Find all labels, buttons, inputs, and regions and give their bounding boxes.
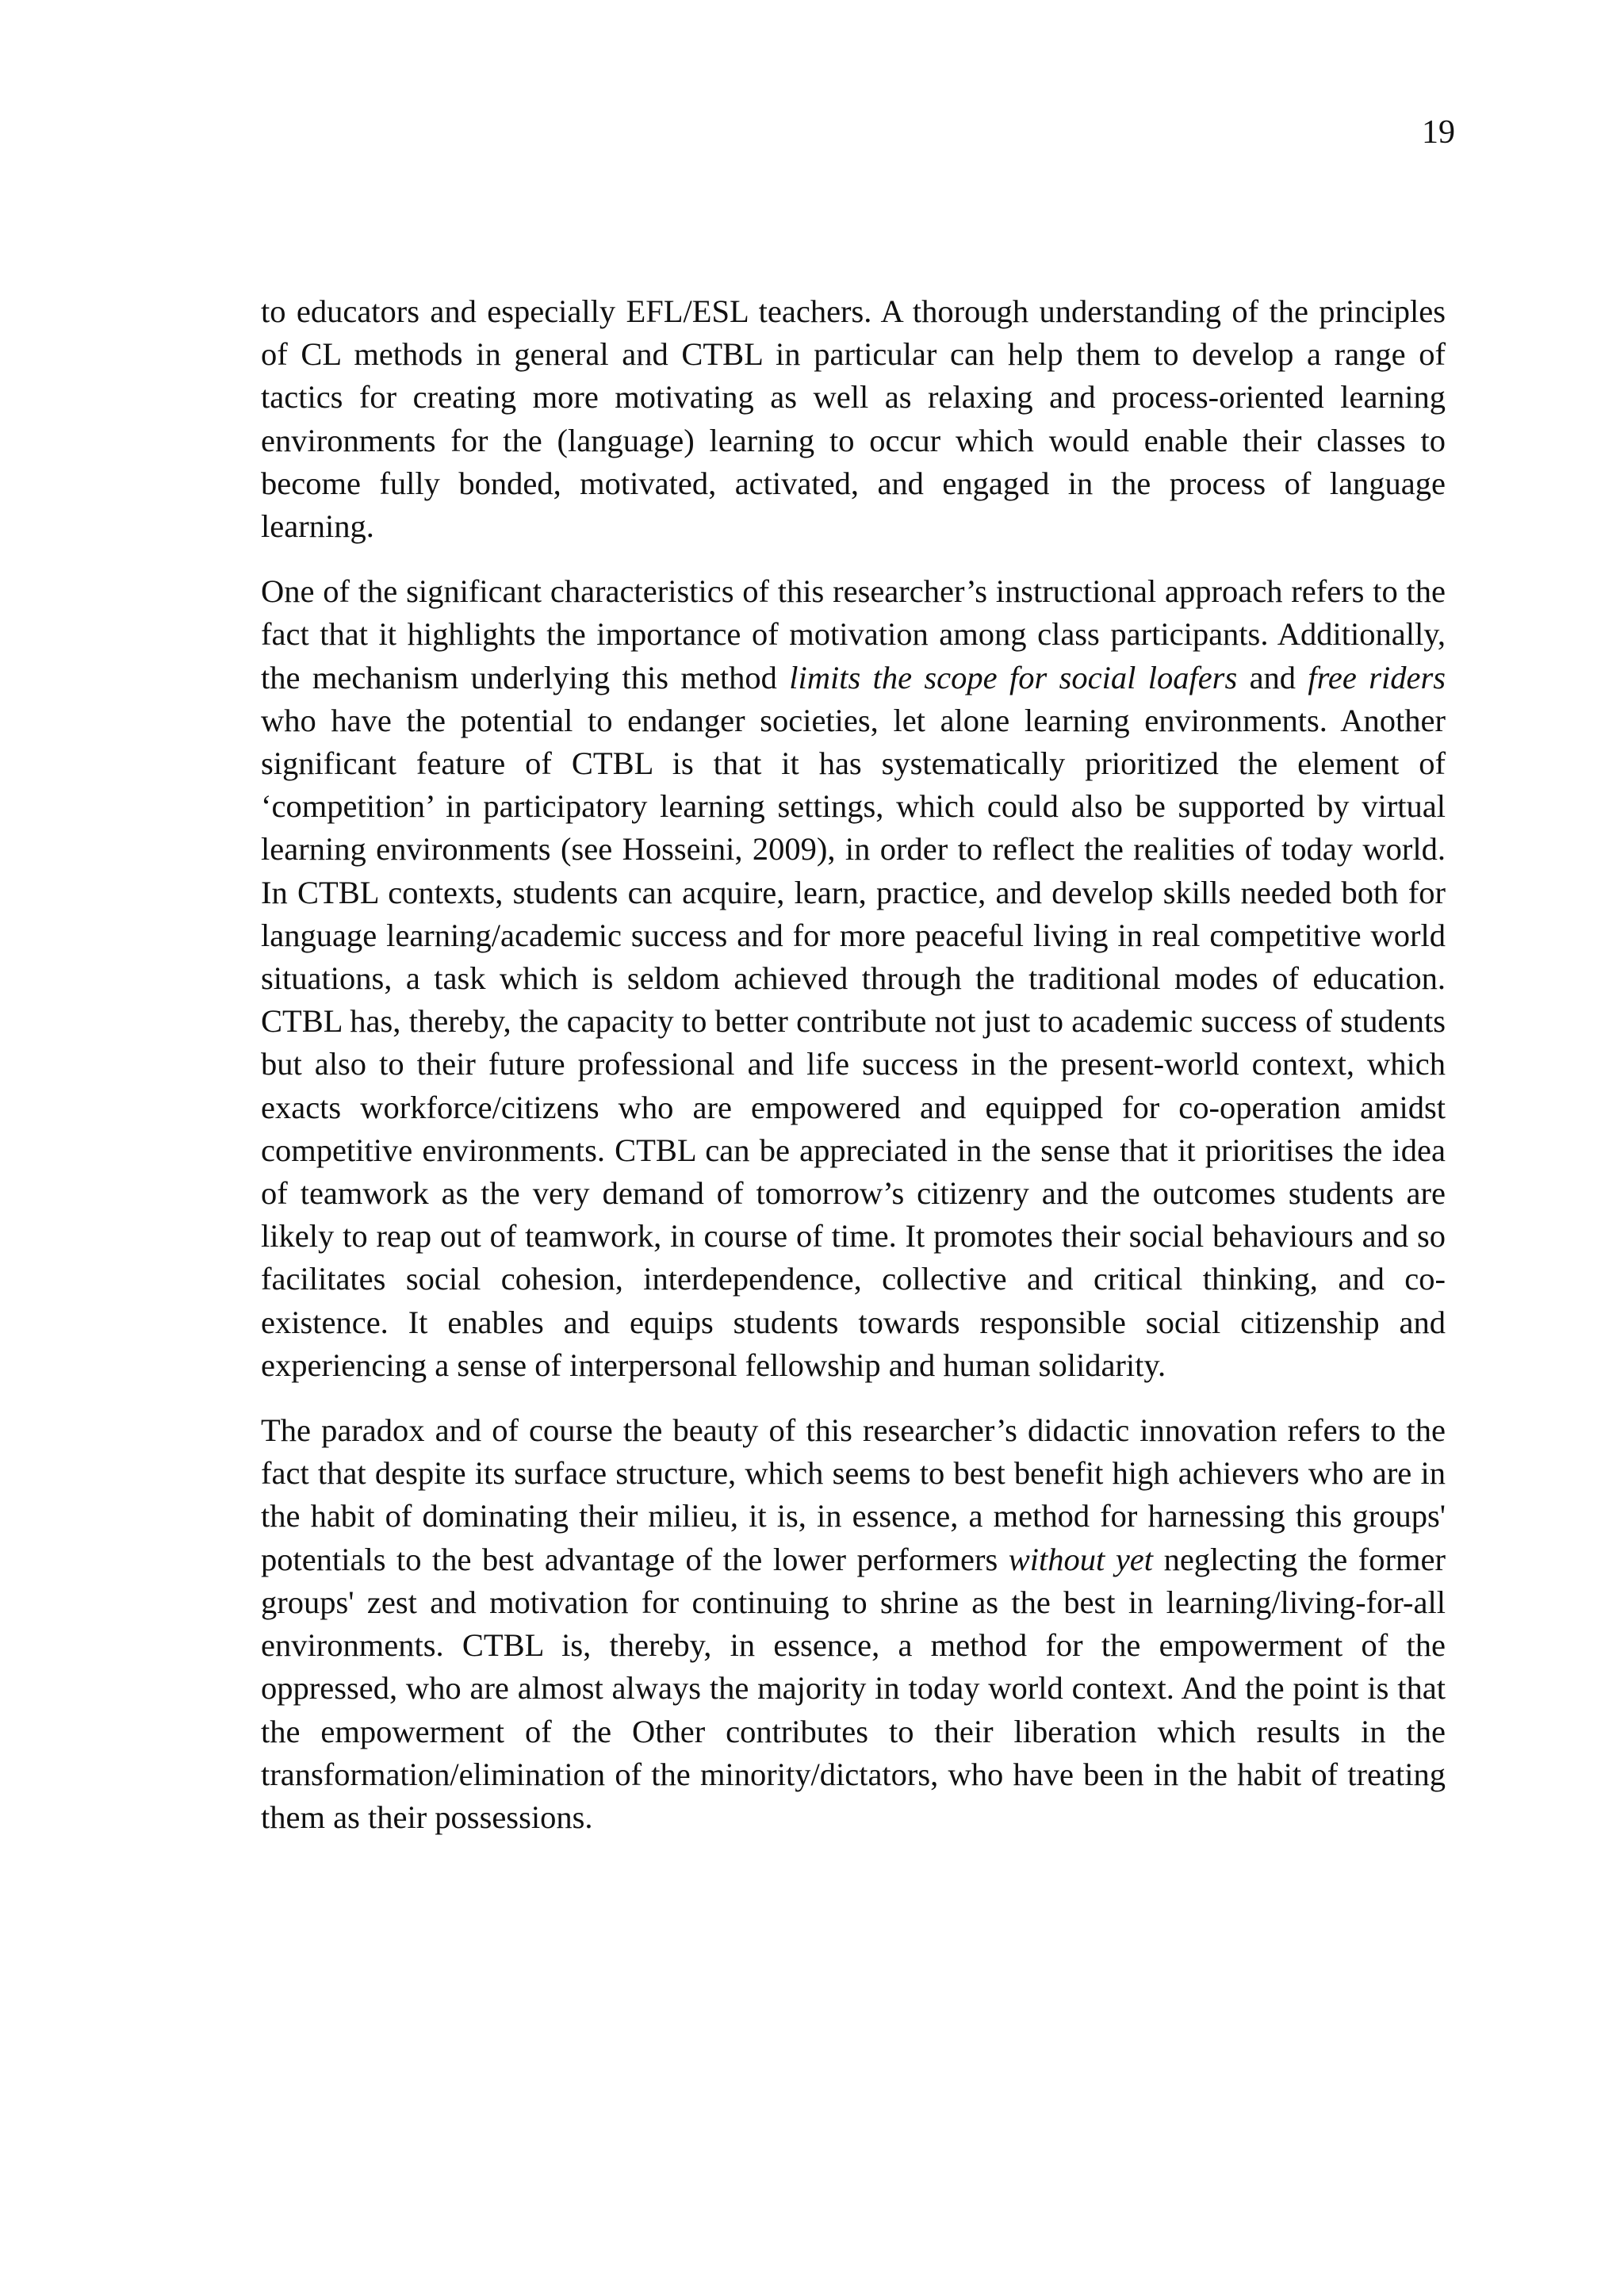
paragraph-1: to educators and especially EFL/ESL teachers. A thorough understanding of the principles of CL methods in general and CTBL in particular can help them to develop a range of tactics for creating more motivating as well as relaxing and process-oriented learning environments for the (language) learning to occur which would enable their classes to become fully bonded, motivated, activated, and engaged in the process of language learning. <box>261 293 1446 545</box>
paragraph-2-text-c: who have the potential to endanger societies, let alone learning environments. Another significant feature of CTBL is that it has systematically prioritized the element of ‘competition’ in participatory learning settings, which could also be supported by virtual learning environments (see Hosseini, 2009), in order to reflect the realities of today world. In CTBL contexts, students can acquire, learn, practice, and develop skills needed both for language learning/academic success and for more peaceful living in real competitive world situations, a task which is seldom achieved through the traditional modes of education. CTBL has, thereby, the capacity to better contribute not just to academic success of students but also to their future professional and life success in the present-world context, which exacts workforce/citizens who are empowered and equipped for co-operation amidst competitive environments. CTBL can be appreciated in the sense that it prioritises the idea of teamwork as the very demand of tomorrow’s citizenry and the outcomes students are likely to reap out of teamwork, in course of time. It promotes their social behaviours and so facilitates social cohesion, interdependence, collective and critical thinking, and co-existence. It enables and equips students towards responsible social citizenship and experiencing a sense of interpersonal fellowship and human solidarity. <box>261 702 1446 1383</box>
paragraph-3-text-b: neglecting the former groups' zest and motivation for continuing to shrine as the best in learning/living-for-all environments. CTBL is, thereby, in essence, a method for the empowerment of the oppressed, who are almost always the majority in today world context. And the point is that the empowerment of the Other contributes to their liberation which results in the transformation/elimination of the minority/dictators, who have been in the habit of treating them as their possessions. <box>261 1541 1446 1835</box>
paragraph-3-italic-a: without yet <box>1008 1541 1154 1577</box>
paragraph-2-italic-a: limits the scope for social loafers <box>789 659 1238 695</box>
page-number: 19 <box>1422 114 1455 151</box>
paragraph-2 <box>261 570 1446 1387</box>
paragraph-2-text-b: and <box>1237 659 1308 695</box>
paragraph-2-italic-b: free riders <box>1308 659 1446 695</box>
paragraph-2-text-a: One of the significant characteristics of this researcher’s instructional approach refers to the fact that it highlights the importance of motivation among class participants. Additionally, the mechanism underlying this method <box>261 573 1446 695</box>
paragraph-3 <box>261 1409 1446 1839</box>
paragraph-3-text-a: The paradox and of course the beauty of this researcher’s didactic innovation refers to the fact that despite its surface structure, which seems to best benefit high achievers who are in the habit of dominating their milieu, it is, in essence, a method for harnessing this groups' potentials to the best advantage of the lower performers <box>261 1412 1446 1577</box>
body-text <box>261 290 1446 1861</box>
